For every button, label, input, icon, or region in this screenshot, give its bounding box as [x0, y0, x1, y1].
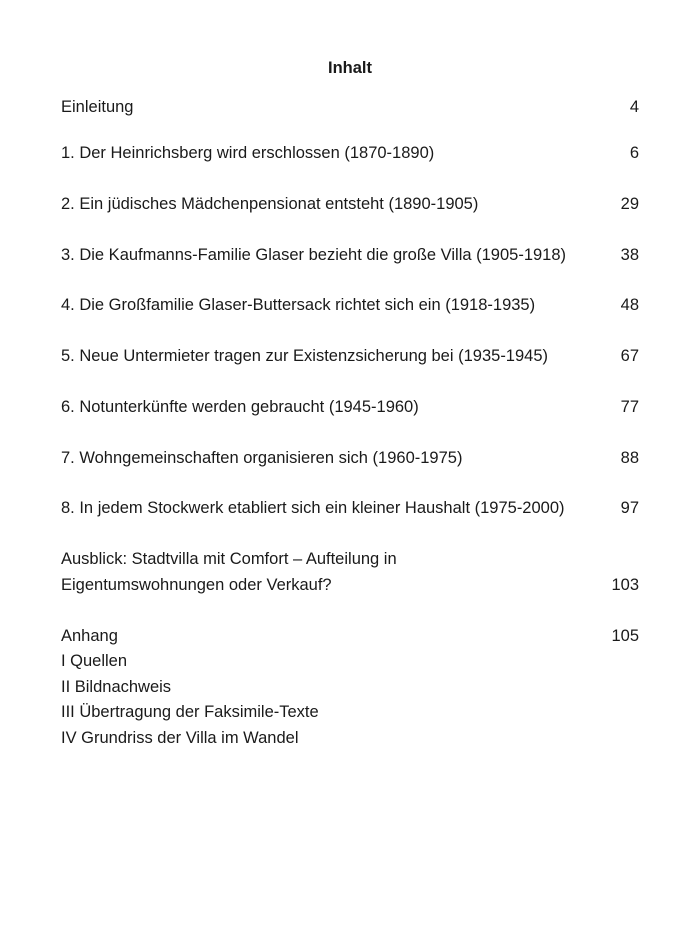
toc-entry-page: 48 [620, 296, 639, 314]
toc-entry-ausblick-line-2 [61, 574, 639, 596]
toc-entry-chapter-5[interactable] [61, 345, 639, 367]
toc-entry-page: 29 [620, 195, 639, 213]
toc-entry-label: 1. Der Heinrichsberg wird erschlossen (1870-1890) [61, 144, 435, 162]
toc-entry-chapter-3[interactable] [61, 244, 639, 266]
toc-entry-page: 6 [629, 144, 639, 162]
toc-entry-page: 4 [629, 98, 639, 116]
toc-subentry-label: III Übertragung der Faksimile-Texte [61, 703, 319, 721]
toc-subentry-uebertragung[interactable] [61, 701, 639, 723]
toc-entry-page: 38 [620, 246, 639, 264]
toc-entry-einleitung[interactable] [61, 96, 639, 118]
toc-entry-label: Anhang [61, 627, 118, 645]
toc-entry-label: 8. In jedem Stockwerk etabliert sich ein kleiner Haushalt (1975-2000) [61, 499, 565, 517]
toc-entry-chapter-6[interactable] [61, 396, 639, 418]
toc-entry-chapter-2[interactable] [61, 193, 639, 215]
toc-entry-page: 67 [620, 347, 639, 365]
toc-entry-page: 103 [611, 576, 639, 594]
toc-entry-label: 7. Wohngemeinschaften organisieren sich (1960-1975) [61, 449, 463, 467]
toc-entry-label: Ausblick: Stadtvilla mit Comfort – Aufteilung in [61, 550, 397, 568]
toc-entry-label: 3. Die Kaufmanns-Familie Glaser bezieht die große Villa (1905-1918) [61, 246, 567, 264]
toc-entry-anhang[interactable] [61, 625, 639, 647]
toc-subentry-label: IV Grundriss der Villa im Wandel [61, 729, 299, 747]
toc-entry-chapter-7[interactable] [61, 447, 639, 469]
toc-entry-page: 77 [620, 398, 639, 416]
toc-entry-page: 97 [620, 499, 639, 517]
toc-entry-ausblick-line-1 [61, 548, 639, 570]
toc-title: Inhalt [328, 59, 372, 77]
toc-entry-label: Eigentumswohnungen oder Verkauf? [61, 576, 332, 594]
toc-subentry-grundriss[interactable] [61, 727, 639, 749]
toc-entry-label: Einleitung [61, 98, 134, 116]
toc-subentry-bildnachweis[interactable] [61, 676, 639, 698]
toc-subentry-quellen[interactable] [61, 650, 639, 672]
toc-entry-page: 105 [611, 627, 639, 645]
toc-entry-label: 2. Ein jüdisches Mädchenpensionat entsteht (1890-1905) [61, 195, 479, 213]
toc-subentry-label: I Quellen [61, 652, 128, 670]
toc-entry-label: 6. Notunterkünfte werden gebraucht (1945-1960) [61, 398, 419, 416]
toc-entry-page: 88 [620, 449, 639, 467]
toc-entry-label: 5. Neue Untermieter tragen zur Existenzsicherung bei (1935-1945) [61, 347, 549, 365]
toc-subentry-label: II Bildnachweis [61, 678, 172, 696]
toc-entry-chapter-8[interactable] [61, 497, 639, 519]
toc-entry-chapter-1[interactable] [61, 142, 639, 164]
toc-entry-chapter-4[interactable] [61, 294, 639, 316]
toc-entry-label: 4. Die Großfamilie Glaser-Buttersack richtet sich ein (1918-1935) [61, 296, 536, 314]
